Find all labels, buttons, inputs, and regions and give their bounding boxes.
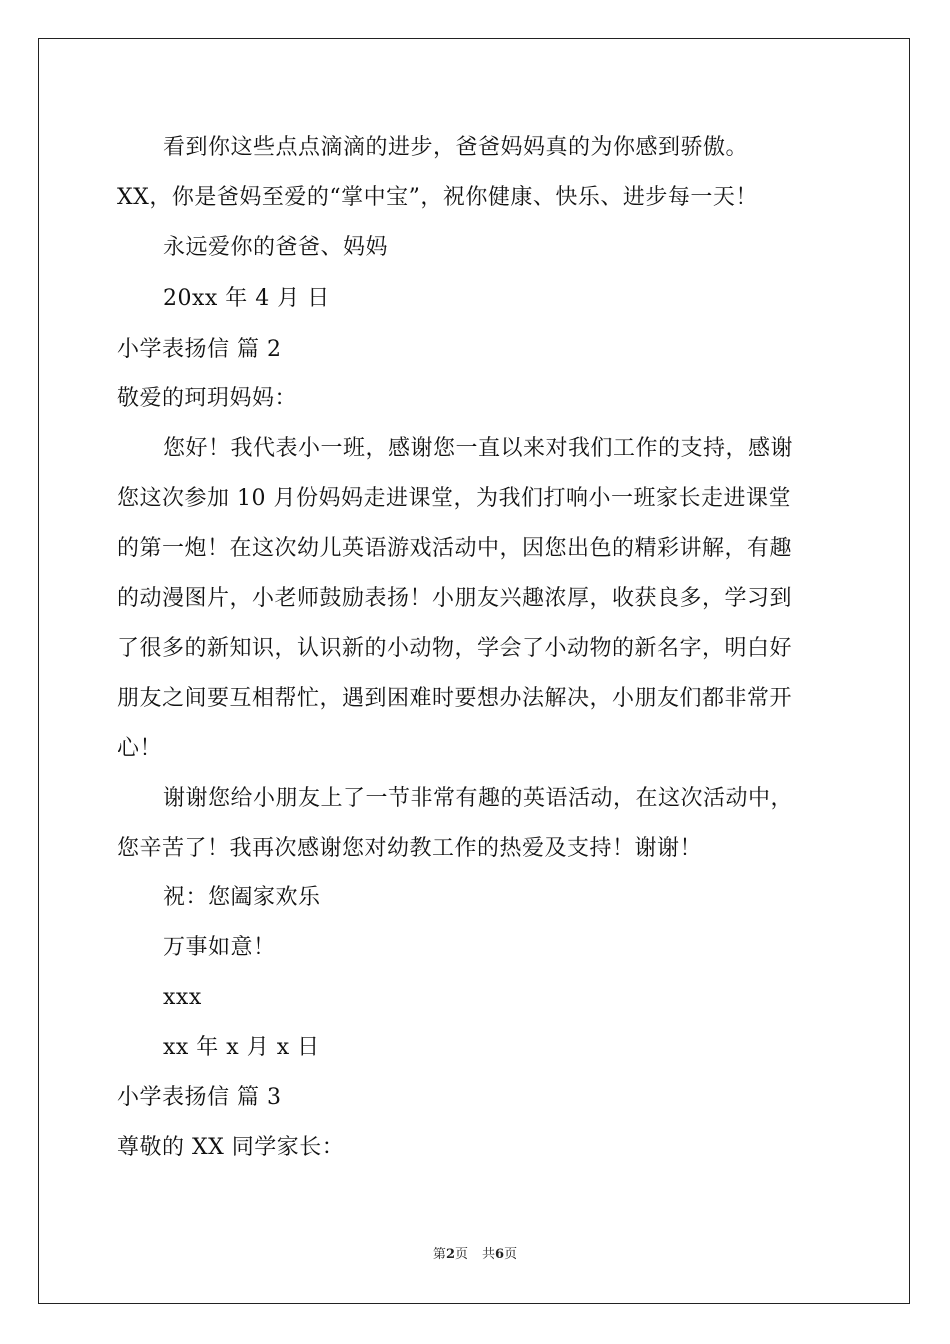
signature-line: xxx bbox=[163, 985, 202, 1010]
total-suffix: 页 bbox=[504, 1247, 518, 1262]
paragraph-line: 看到你这些点点滴滴的进步，爸爸妈妈真的为你感到骄傲。 bbox=[163, 135, 749, 160]
page-number: 2 bbox=[445, 1247, 455, 1262]
total-pages: 6 bbox=[495, 1247, 505, 1262]
date-line: xx 年 x 月 x 日 bbox=[163, 1035, 320, 1060]
paragraph-line: 了很多的新知识，认识新的小动物，学会了小动物的新名字，明白好 bbox=[117, 636, 793, 661]
paragraph-line: 的第一炮！在这次幼儿英语游戏活动中，因您出色的精彩讲解，有趣 bbox=[117, 536, 793, 561]
paragraph-line: 您好！我代表小一班，感谢您一直以来对我们工作的支持，感谢 bbox=[163, 436, 794, 461]
closing-line: 万事如意！ bbox=[163, 935, 276, 960]
paragraph-line: 心！ bbox=[117, 736, 163, 761]
paragraph-line: 您辛苦了！我再次感谢您对幼教工作的热爱及支持！谢谢！ bbox=[117, 836, 703, 861]
section-heading: 小学表扬信 篇 2 bbox=[117, 337, 282, 362]
paragraph-line: 朋友之间要互相帮忙，遇到困难时要想办法解决，小朋友们都非常开 bbox=[117, 686, 793, 711]
paragraph-line: 的动漫图片，小老师鼓励表扬！小朋友兴趣浓厚，收获良多，学习到 bbox=[117, 586, 793, 611]
page-prefix: 第 bbox=[432, 1247, 446, 1262]
paragraph-line: XX，你是爸妈至爱的“掌中宝”，祝你健康、快乐、进步每一天！ bbox=[117, 185, 758, 210]
total-prefix: 共 bbox=[482, 1247, 496, 1262]
page-footer bbox=[0, 1246, 950, 1264]
signature-line: 永远爱你的爸爸、妈妈 bbox=[163, 235, 389, 260]
section-heading: 小学表扬信 篇 3 bbox=[117, 1085, 282, 1110]
paragraph-line: 您这次参加 10 月份妈妈走进课堂，为我们打响小一班家长走进课堂 bbox=[117, 486, 791, 511]
paragraph-line: 谢谢您给小朋友上了一节非常有趣的英语活动，在这次活动中， bbox=[163, 786, 794, 811]
page-suffix: 页 bbox=[454, 1247, 468, 1262]
salutation-line: 敬爱的珂玥妈妈： bbox=[117, 386, 298, 411]
page-border bbox=[38, 38, 910, 1304]
closing-line: 祝：您阖家欢乐 bbox=[163, 885, 321, 910]
date-line: 20xx 年 4 月 日 bbox=[163, 286, 330, 311]
salutation-line: 尊敬的 XX 同学家长： bbox=[117, 1135, 345, 1160]
